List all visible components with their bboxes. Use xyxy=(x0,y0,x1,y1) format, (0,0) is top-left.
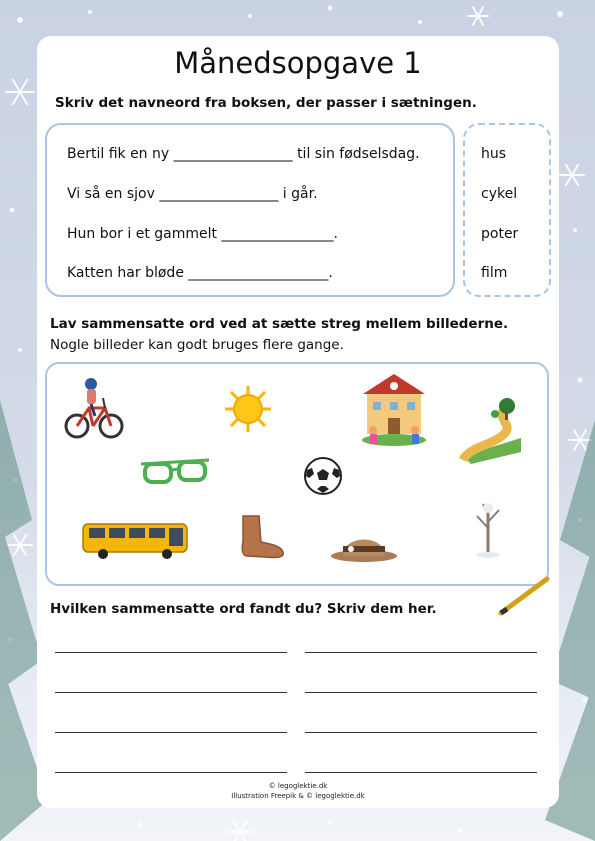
school-icon xyxy=(359,372,429,450)
section3-instruction: Hvilken sammensatte ord fandt du? Skriv dem her. xyxy=(50,601,437,617)
picture-box xyxy=(45,362,549,586)
section1-instruction: Skriv det navneord fra boksen, der passer i sætningen. xyxy=(55,95,477,111)
word-box xyxy=(463,123,551,297)
sentence-box xyxy=(45,123,455,297)
word-cykel: cykel xyxy=(481,186,518,202)
bus-icon xyxy=(81,522,191,560)
answer-line[interactable] xyxy=(55,772,287,773)
sentence-2: Vi så en sjov _________________ i går. xyxy=(67,186,318,202)
page-title: Månedsopgave 1 xyxy=(174,46,422,80)
glasses-icon xyxy=(137,456,215,492)
word-film: film xyxy=(481,265,508,281)
worksheet-card xyxy=(37,36,559,808)
section2-instruction: Lav sammensatte ord ved at sætte streg mellem billederne. xyxy=(50,316,509,332)
footer-copyright: © legoglektie.dk xyxy=(268,782,328,790)
sentence-4: Katten har bløde ____________________. xyxy=(67,265,333,281)
road-icon xyxy=(459,394,525,464)
bicycle-icon xyxy=(63,372,125,442)
foot-icon xyxy=(235,512,287,562)
word-hus: hus xyxy=(481,146,507,162)
pencil-icon xyxy=(495,573,553,619)
answer-line[interactable] xyxy=(55,732,287,733)
sentence-3: Hun bor i et gammelt ________________. xyxy=(67,226,338,242)
football-icon xyxy=(303,456,343,496)
answer-line[interactable] xyxy=(305,772,537,773)
answer-line[interactable] xyxy=(55,652,287,653)
footer-credit: Illustration Freepik & © legoglektie.dk xyxy=(231,792,365,800)
answer-line[interactable] xyxy=(305,692,537,693)
sun-icon xyxy=(223,384,273,434)
section2-subinstruction: Nogle billeder kan godt bruges flere gange. xyxy=(50,337,344,353)
word-poter: poter xyxy=(481,226,519,242)
hat-icon xyxy=(329,522,399,564)
answer-line[interactable] xyxy=(55,692,287,693)
answer-line[interactable] xyxy=(305,652,537,653)
tree-icon xyxy=(471,498,505,558)
answer-line[interactable] xyxy=(305,732,537,733)
sentence-1: Bertil fik en ny _________________ til sin fødselsdag. xyxy=(67,146,420,162)
footer xyxy=(37,781,559,801)
